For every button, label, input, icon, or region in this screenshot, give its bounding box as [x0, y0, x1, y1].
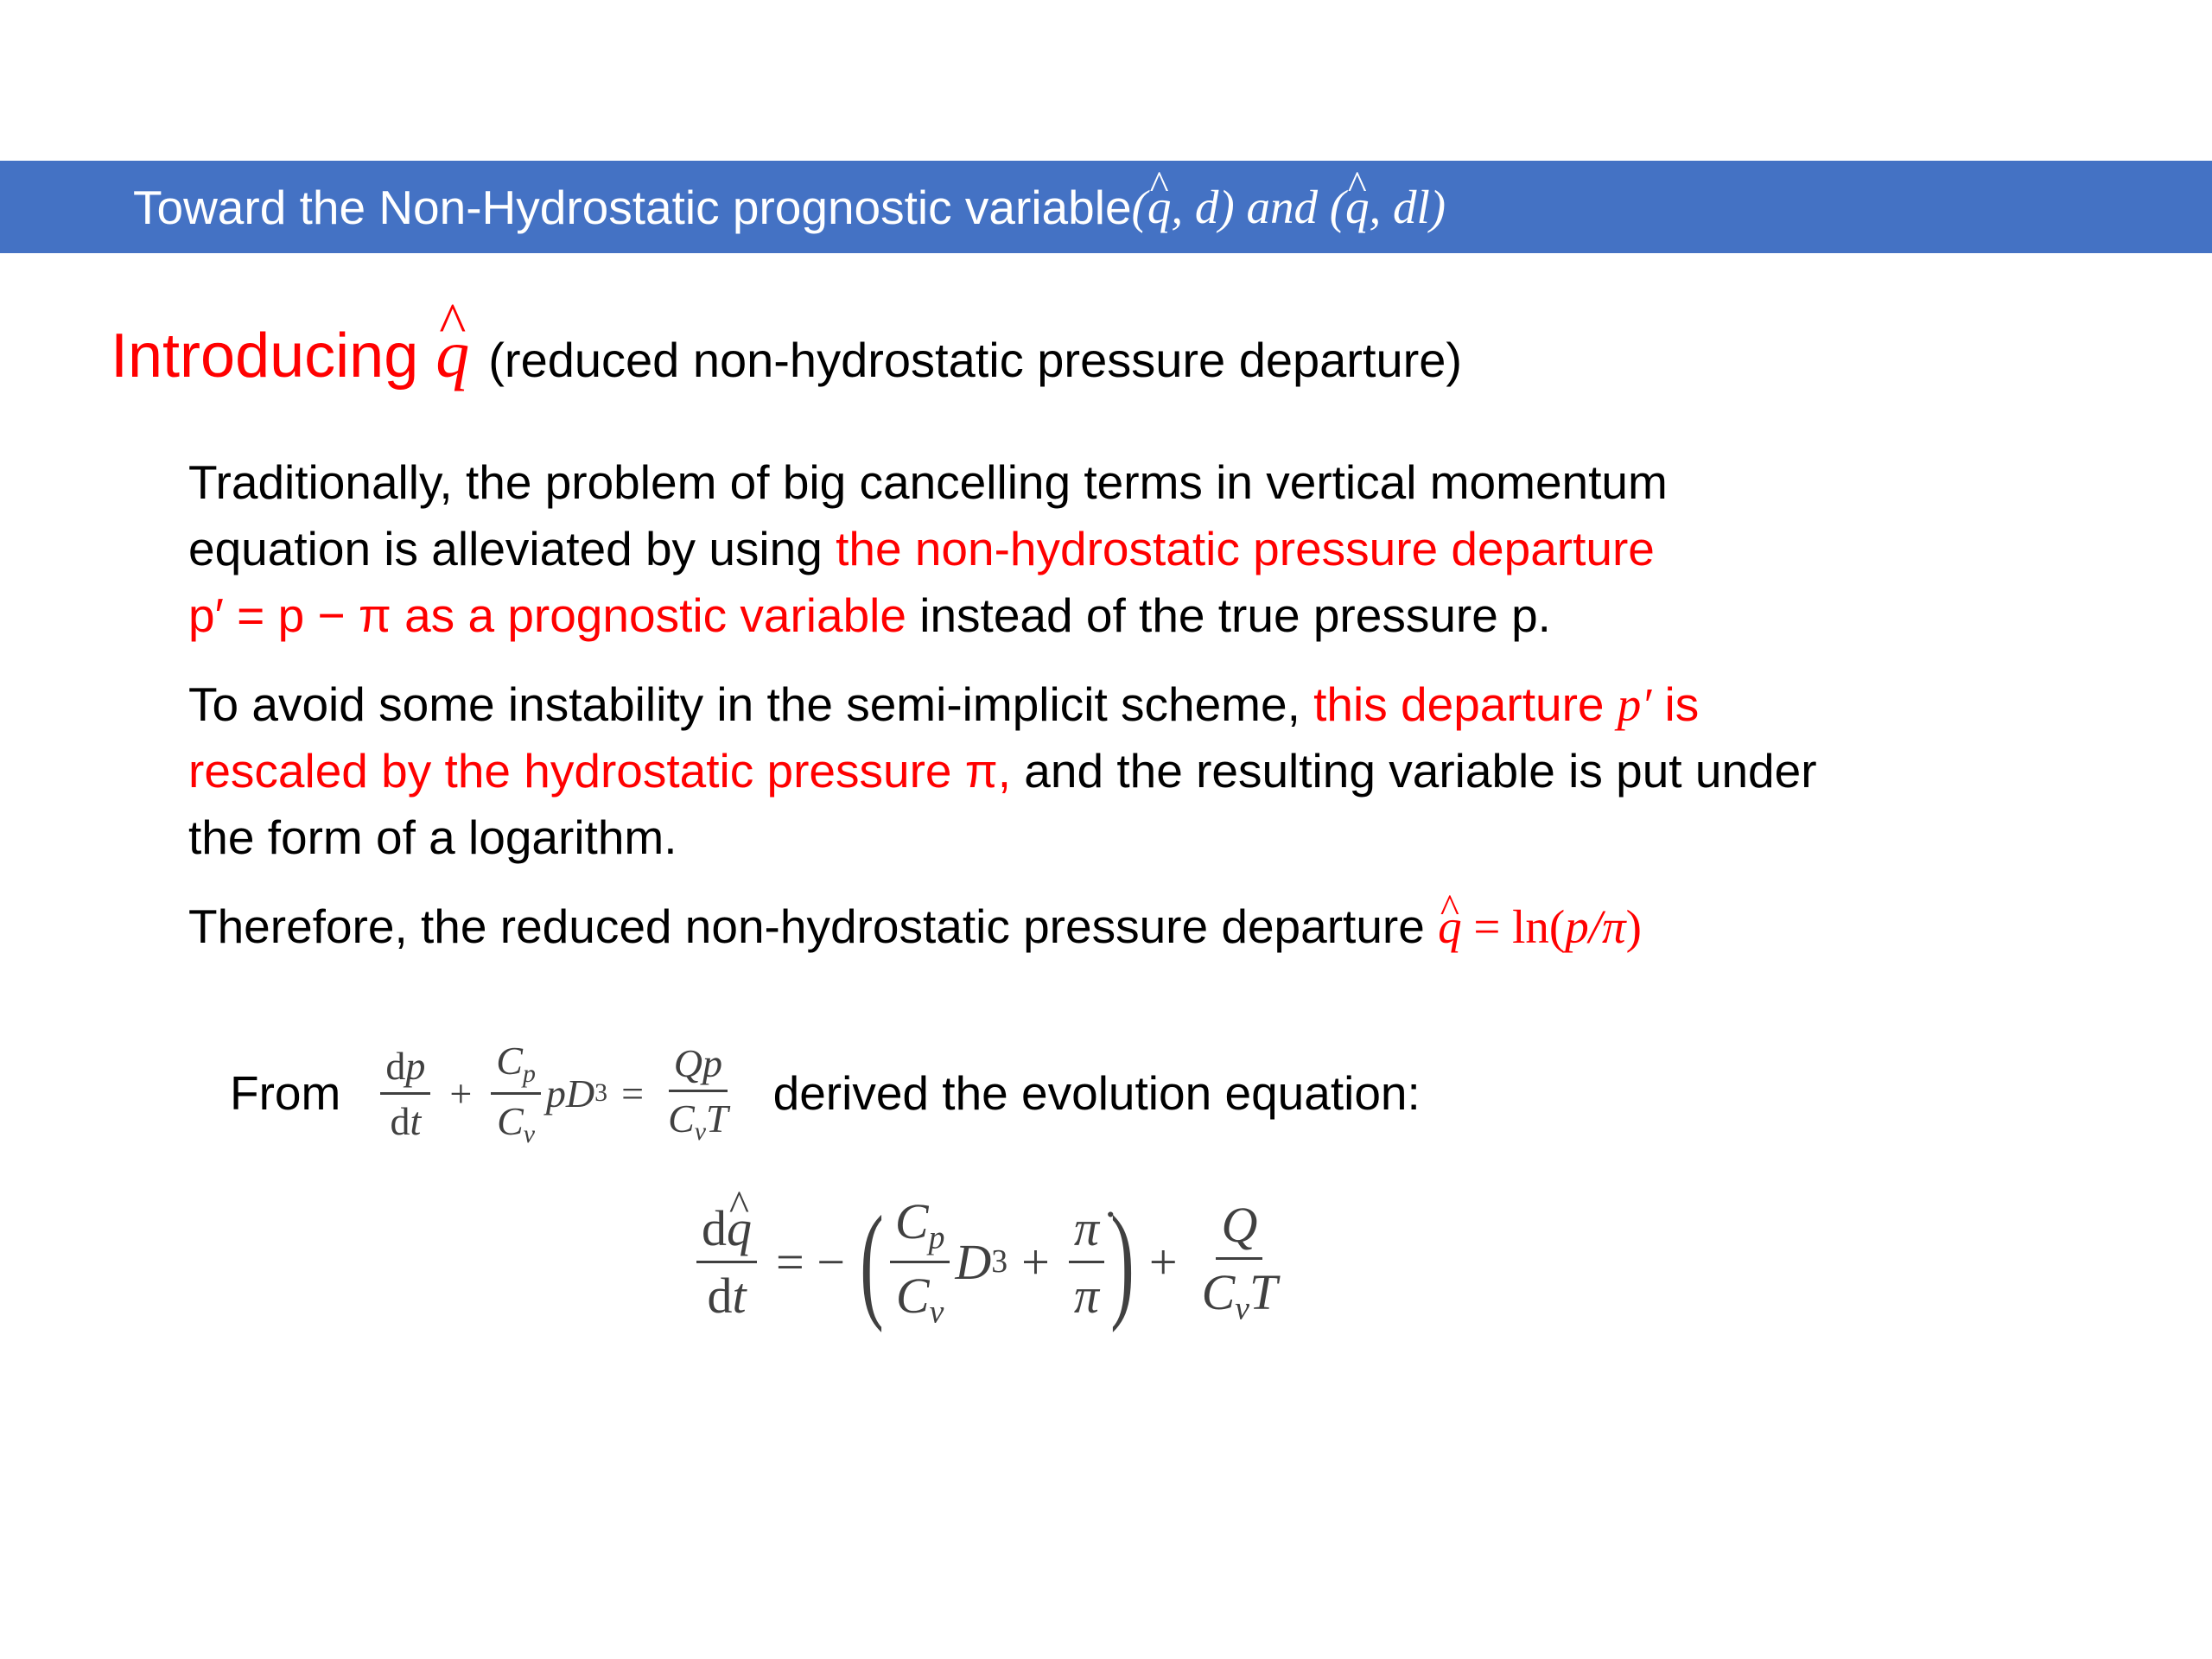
- heading-title: Introducing ^ q: [111, 321, 469, 391]
- q-hat-definition: ^ q = ln(p/π): [1438, 900, 1642, 953]
- equation-intro: [230, 1028, 1421, 1158]
- paragraph-line: the form of a logarithm.: [188, 810, 677, 864]
- slide-title-math: (^ q, d) and (^ q, dl): [1132, 180, 1446, 234]
- paragraph-traditional: [188, 449, 2003, 649]
- paragraph-line: p′ = p − π as a prognostic variable instead of the true pressure p.: [188, 588, 1551, 642]
- paragraph-line: To avoid some instability in the semi-implicit scheme, this departure p′ is: [188, 677, 1700, 731]
- derived-label: derived the evolution equation:: [772, 1066, 1421, 1120]
- paragraph-line: Therefore, the reduced non-hydrostatic pressure departure ^ q = ln(p/π): [188, 893, 2003, 960]
- heading-subtitle: (reduced non-hydrostatic pressure departure): [488, 333, 1463, 387]
- paragraph-line: Traditionally, the problem of big cancelling terms in vertical momentum: [188, 455, 1668, 509]
- paragraph-therefore: [188, 893, 2003, 960]
- continuity-equation: $\frac{dp}{dt}$ + $\frac{C_p}{C_v}$ pD 3 = $\frac{Qp}{C_vT}$: [375, 1038, 738, 1149]
- paragraph-line: equation is alleviated by using the non-hydrostatic pressure departure: [188, 522, 1655, 575]
- slide-title-text: Toward the Non-Hydrostatic prognostic variable: [133, 180, 1132, 234]
- slide-title-banner: [0, 161, 2212, 253]
- from-label: From: [230, 1066, 341, 1120]
- q-hat-symbol: ^ q: [435, 315, 469, 393]
- evolution-equation: $\frac{d\^{} q}{dt}$ = − ( $\frac{C_p}{C_v}$ D 3 + $\frac{\pi̇}{\pi}$ ) + $\frac{Q}{C_vT}$: [691, 1184, 1287, 1339]
- paragraph-line: rescaled by the hydrostatic pressure π, and the resulting variable is put under: [188, 744, 1817, 798]
- paragraph-instability: [188, 671, 2003, 871]
- section-heading: [111, 315, 1462, 393]
